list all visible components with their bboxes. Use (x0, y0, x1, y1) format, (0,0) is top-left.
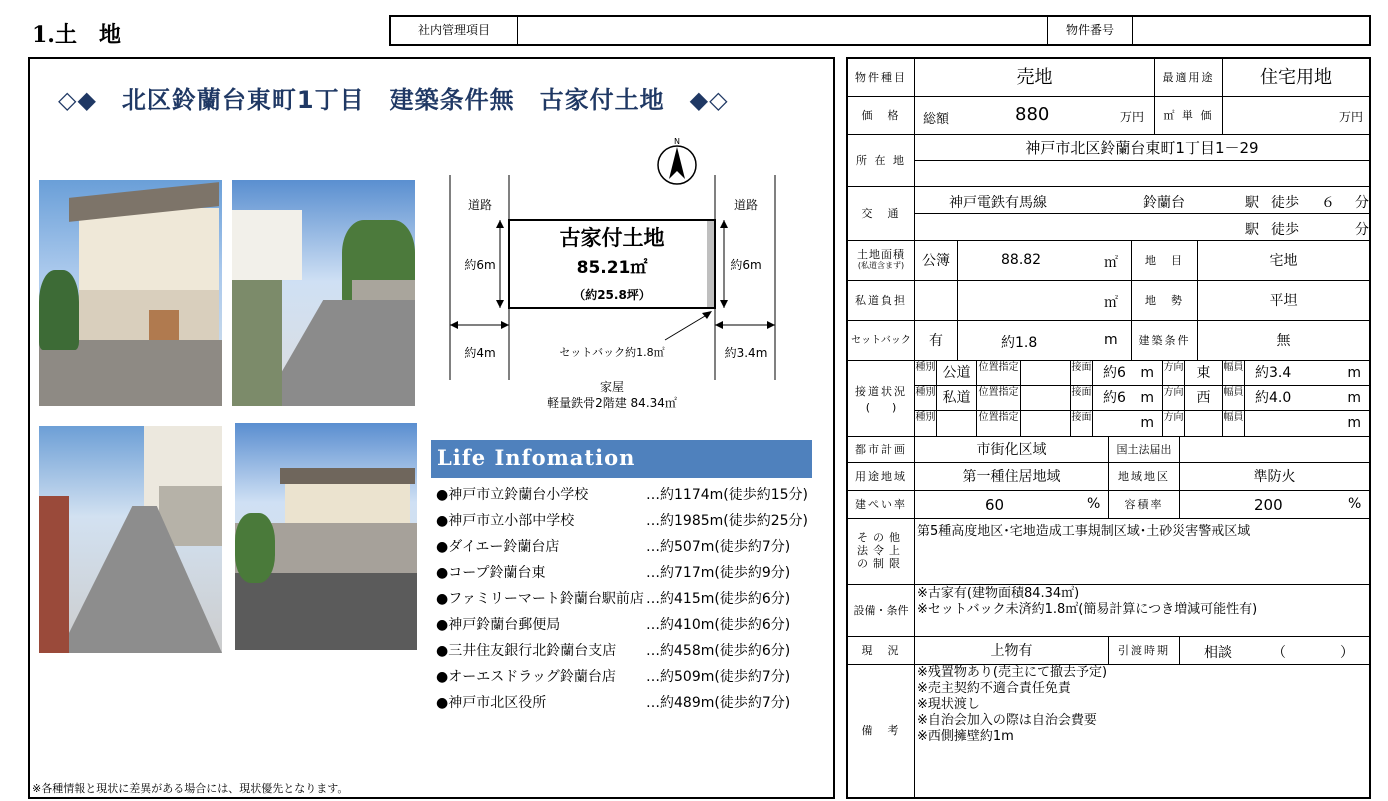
land-area-label: 土地面積 (857, 248, 905, 261)
lot-title: 古家付土地 (559, 226, 665, 250)
section-title: 1.土 地 (32, 22, 121, 48)
remarks-cell (915, 665, 1369, 797)
road-front-unit: m (1140, 415, 1154, 431)
private-road-unit: ㎡ (1104, 295, 1118, 311)
equip-cell (915, 585, 1369, 637)
road-dir-label: 方向 (1163, 361, 1185, 386)
life-item-distance: …約410m(徒歩約6分) (646, 617, 791, 633)
road-type (937, 411, 977, 437)
chisei-value: 平坦 (1198, 281, 1369, 321)
road-front-unit: m (1140, 365, 1154, 381)
chisei-label: 地 勢 (1132, 281, 1198, 321)
land-area-unit: ㎡ (1104, 255, 1118, 271)
toho-2: 徒歩 (1271, 222, 1299, 238)
life-item-name: ●神戸市立小部中学校 (436, 513, 575, 529)
depth-left-label: 約6m (464, 258, 496, 272)
kenpei-cell (915, 491, 1109, 519)
road-ichi-label: 位置指定 (977, 411, 1021, 437)
road-front (1093, 386, 1163, 411)
life-info-header (431, 440, 812, 478)
road-dir: 東 (1185, 361, 1223, 386)
youseki-percent: % (1348, 496, 1362, 512)
road-access-label: 接道状況 (855, 385, 907, 398)
price-label: 価 格 (848, 97, 915, 135)
width-right-label: 約3.4m (724, 346, 768, 360)
youto-label: 用途地域 (848, 463, 915, 491)
road-dir-label: 方向 (1163, 386, 1185, 411)
private-road-kind (915, 281, 958, 321)
road-type-label: 種別 (915, 361, 937, 386)
life-item-name: ●ファミリーマート鈴蘭台駅前店 (436, 591, 644, 607)
city-plan-label: 都市計画 (848, 437, 915, 463)
life-item-name: ●神戸鈴蘭台郵便局 (436, 617, 561, 633)
status-label: 現 況 (848, 637, 915, 665)
life-item-distance: …約1174m(徒歩約15分) (646, 487, 809, 503)
eki-1: 駅 (1245, 195, 1259, 211)
unit-price-label: ㎡ 単 価 (1155, 97, 1223, 135)
road-front-label: 接面 (1071, 361, 1093, 386)
house-label: 家屋 (599, 380, 625, 394)
status-value: 上物有 (915, 637, 1109, 665)
address-value: 神戸市北区鈴蘭台東町1丁目1－29 (915, 135, 1369, 161)
price-prefix: 総額 (923, 112, 950, 127)
handover-value: 相談 (1204, 645, 1232, 661)
fun-1: 分 (1355, 195, 1369, 211)
street-photo-1 (232, 180, 415, 406)
unit-price-unit: 万円 (1338, 110, 1363, 124)
life-item-name: ●ダイエー鈴蘭台店 (436, 539, 560, 555)
handover-cell (1180, 637, 1369, 665)
walk-1: ６ (1321, 195, 1335, 211)
road-front-value: 約6 (1103, 365, 1126, 381)
remarks-line: ※現状渡し (917, 697, 980, 712)
road-front-unit: m (1140, 390, 1154, 406)
remarks-line: ※売主契約不適合責任免責 (917, 681, 1071, 696)
road-width-unit: m (1347, 415, 1361, 431)
setback-unit: m (1104, 332, 1118, 348)
life-item-distance: …約489m(徒歩約7分) (646, 695, 791, 711)
management-bar (389, 15, 1371, 46)
road-width-unit: m (1347, 390, 1361, 406)
setback-note: セットバック約1.8㎡ (559, 346, 665, 359)
life-item-name: ●コープ鈴蘭台東 (436, 565, 546, 581)
life-item-distance: …約458m(徒歩約6分) (646, 643, 791, 659)
setback-value: 約1.8 (1001, 335, 1038, 351)
cond-value: 無 (1198, 321, 1369, 361)
chimoku-label: 地 目 (1132, 241, 1198, 281)
handover-paren-close: ） (1340, 645, 1354, 661)
chiiki-value: 準防火 (1180, 463, 1369, 491)
road-width-label: 幅員 (1223, 386, 1245, 411)
house-photo-rear (235, 423, 417, 650)
private-road-label: 私道負担 (848, 281, 915, 321)
lot-area: 85.21㎡ (576, 258, 648, 278)
road-width-label: 幅員 (1223, 361, 1245, 386)
youseki-value: 200 (1254, 496, 1283, 514)
city-plan-value: 市街化区域 (915, 437, 1109, 463)
handover-paren-open: （ (1272, 645, 1286, 661)
remarks-label: 備 考 (848, 665, 915, 797)
road-width-value: 約4.0 (1255, 390, 1292, 406)
youseki-label: 容積率 (1109, 491, 1180, 519)
road-type-label: 種別 (915, 411, 937, 437)
other-law-label-cell (848, 519, 915, 585)
life-item-name: ●三井住友銀行北鈴蘭台支店 (436, 643, 617, 659)
life-item-distance: …約717m(徒歩約9分) (646, 565, 791, 581)
setback-cell (958, 321, 1132, 361)
price-cell (915, 97, 1155, 135)
street-photo-2 (39, 426, 222, 653)
life-item-name: ●オーエスドラッグ鈴蘭台店 (436, 669, 616, 685)
footnote: ※各種情報と現状に差異がある場合には、現状優先となります。 (32, 782, 349, 795)
road-front-label: 接面 (1071, 411, 1093, 437)
land-area-label-cell (848, 241, 915, 281)
toho-1: 徒歩 (1271, 195, 1299, 211)
land-area-value: 88.82 (1001, 252, 1042, 268)
life-item-name: ●神戸市立鈴蘭台小学校 (436, 487, 589, 503)
remarks-line: ※自治会加入の際は自治会費要 (917, 713, 1097, 728)
width-left-label: 約4m (464, 346, 496, 360)
private-road-cell (958, 281, 1132, 321)
road-access-label-cell (848, 361, 915, 437)
other-law-value: 第5種高度地区･宅地造成工事規制区域･土砂災害警戒区域 (915, 519, 1369, 585)
land-area-kind: 公簿 (915, 241, 958, 281)
road-right-label: 道路 (733, 198, 759, 212)
fun-2: 分 (1355, 222, 1369, 238)
traffic-label: 交 通 (848, 187, 915, 241)
traffic-row-2 (915, 214, 1369, 241)
life-item-name: ●神戸市北区役所 (436, 695, 547, 711)
lot-tsubo: （約25.8坪） (573, 288, 651, 302)
land-area-cell (958, 241, 1132, 281)
road-front (1093, 361, 1163, 386)
depth-right-label: 約6m (730, 258, 762, 272)
house-photo-front (39, 180, 222, 406)
house-desc: 軽量鉄骨2階建 84.34㎡ (547, 396, 677, 410)
land-area-sub: (私道含まず) (857, 261, 905, 270)
road-type-label: 種別 (915, 386, 937, 411)
road-width-unit: m (1347, 365, 1361, 381)
road-dir (1185, 411, 1223, 437)
road-dir: 西 (1185, 386, 1223, 411)
unit-price-cell (1223, 97, 1369, 135)
address-label: 所 在 地 (848, 135, 915, 187)
setback-label: セットバック (848, 321, 915, 361)
type-value: 売地 (915, 59, 1155, 97)
youto-value: 第一種住居地域 (915, 463, 1109, 491)
type-label: 物件種目 (848, 59, 915, 97)
setback-flag: 有 (915, 321, 958, 361)
kokudo-label: 国土法届出 (1109, 437, 1180, 463)
cond-label: 建築条件 (1132, 321, 1198, 361)
road-width-label: 幅員 (1223, 411, 1245, 437)
traffic-row-1 (915, 187, 1369, 214)
price-unit: 万円 (1120, 110, 1145, 124)
road-ichi-label: 位置指定 (977, 386, 1021, 411)
road-front-label: 接面 (1071, 386, 1093, 411)
youseki-cell (1180, 491, 1369, 519)
road-front (1093, 411, 1163, 437)
handover-label: 引渡時期 (1109, 637, 1180, 665)
road-type: 私道 (937, 386, 977, 411)
road-left-label: 道路 (467, 198, 493, 212)
other-law-label: その他法令上の制限 (857, 531, 905, 570)
address-extra (915, 161, 1369, 187)
life-info-title: Life Infomation (437, 445, 636, 470)
kenpei-percent: % (1087, 496, 1101, 512)
road-ichi-value (1021, 411, 1071, 437)
land-diagram (440, 135, 790, 420)
equip-line-2: ※セットバック未済約1.8㎡(簡易計算につき増減可能性有) (917, 602, 1258, 617)
price-value: 880 (1015, 104, 1050, 125)
road-access-paren: ( ) (865, 401, 897, 414)
remarks-line: ※残置物あり(売主にて撤去予定) (917, 665, 1108, 680)
station-1: 鈴蘭台 (1143, 195, 1185, 211)
road-dir-label: 方向 (1163, 411, 1185, 437)
road-width (1245, 361, 1369, 386)
road-ichi-value (1021, 361, 1071, 386)
equip-line-1: ※古家有(建物面積84.34㎡) (917, 586, 1080, 601)
property-table (846, 57, 1371, 799)
headline: ◇◆ 北区鈴蘭台東町1丁目 建築条件無 古家付土地 ◆◇ (58, 86, 729, 114)
prop-no-value (1133, 17, 1369, 44)
north-arrow-icon (658, 146, 696, 184)
mgmt-value (518, 17, 1048, 44)
mgmt-label: 社内管理項目 (391, 17, 518, 44)
road-ichi-label: 位置指定 (977, 361, 1021, 386)
kenpei-value: 60 (985, 496, 1005, 514)
use-label: 最適用途 (1155, 59, 1223, 97)
line-1: 神戸電鉄有馬線 (949, 195, 1047, 211)
life-item-distance: …約415m(徒歩約6分) (646, 591, 791, 607)
chiiki-label: 地域地区 (1109, 463, 1180, 491)
road-type: 公道 (937, 361, 977, 386)
road-width (1245, 386, 1369, 411)
life-item-distance: …約1985m(徒歩約25分) (646, 513, 809, 529)
prop-no-label: 物件番号 (1048, 17, 1133, 44)
eki-2: 駅 (1245, 222, 1259, 238)
use-value: 住宅用地 (1223, 59, 1369, 97)
remarks-line: ※西側擁壁約1m (917, 729, 1014, 744)
road-width (1245, 411, 1369, 437)
road-front-value: 約6 (1103, 390, 1126, 406)
north-label: N (674, 137, 680, 146)
equip-label: 設備・条件 (848, 585, 915, 637)
chimoku-value: 宅地 (1198, 241, 1369, 281)
kenpei-label: 建ぺい率 (848, 491, 915, 519)
life-item-distance: …約509m(徒歩約7分) (646, 669, 791, 685)
road-ichi-value (1021, 386, 1071, 411)
life-item-distance: …約507m(徒歩約7分) (646, 539, 791, 555)
road-width-value: 約3.4 (1255, 365, 1292, 381)
kokudo-value (1180, 437, 1369, 463)
